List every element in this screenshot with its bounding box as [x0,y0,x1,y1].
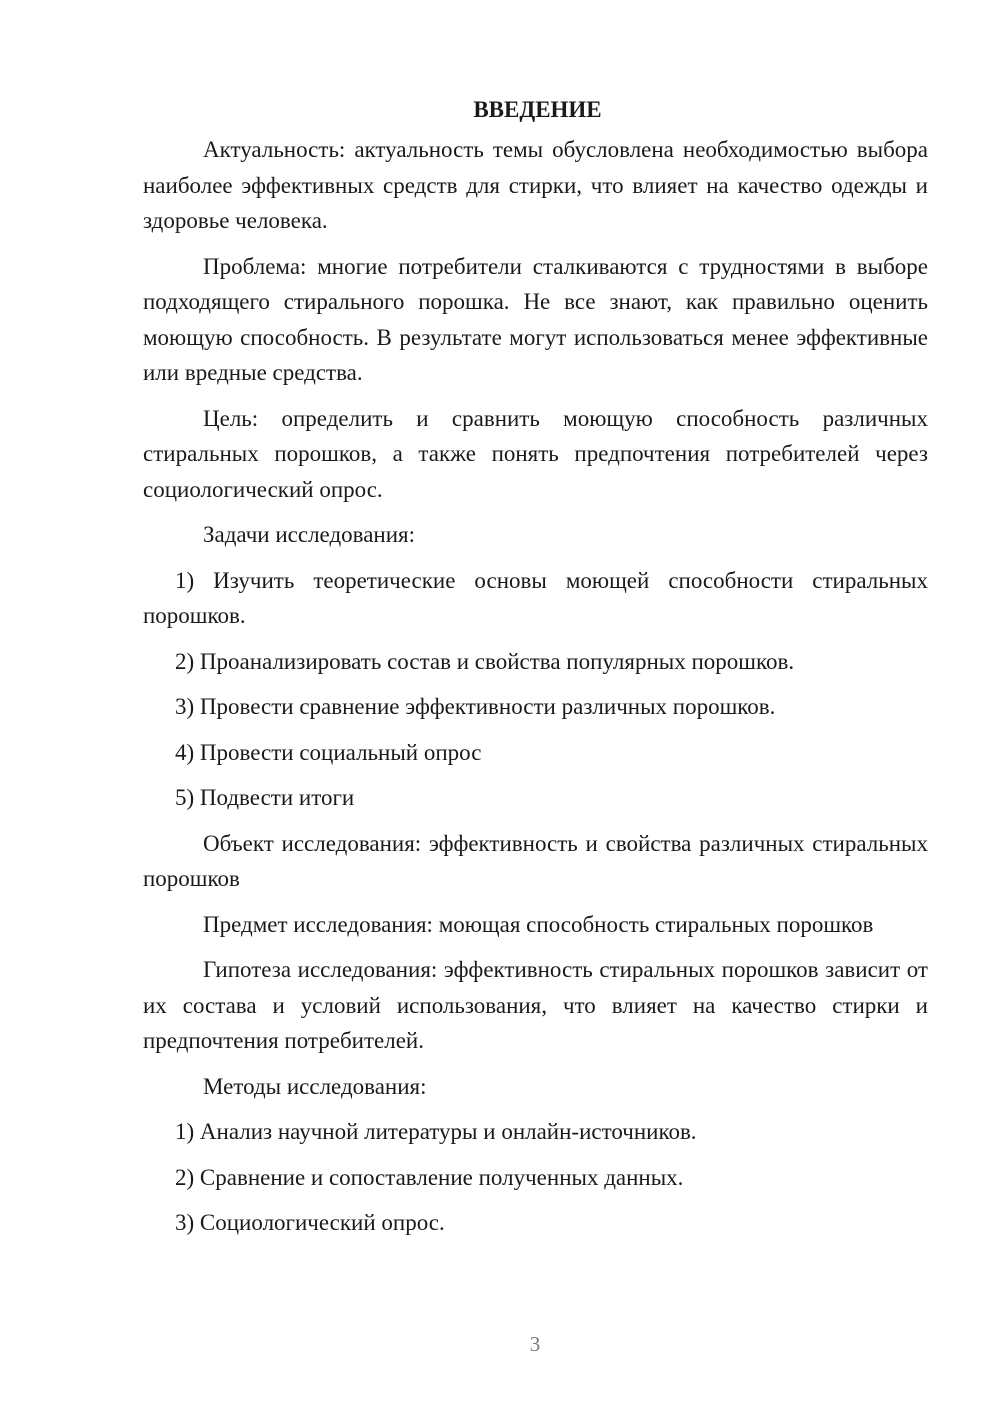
problem-paragraph: Проблема: многие потребители сталкиваются с трудностями в выборе подходящего стирального порошка. Не все знают, как правильно оценить моющую способность. В результате могут использоваться менее эффективные или вредные средства. [143,253,928,385]
hypothesis-paragraph: Гипотеза исследования: эффективность стиральных порошков зависит от их состава и условий использования, что влияет на качество стирки и предпочтения потребителей. [143,957,928,1053]
task-item: 2) Проанализировать состав и свойства популярных порошков. [175,648,795,674]
page-number: 3 [529,1332,541,1356]
goal-paragraph: Цель: определить и сравнить моющую способность различных стиральных порошков, а также понять предпочтения потребителей через социологический опрос. [143,405,928,502]
method-item: 2) Сравнение и сопоставление полученных данных. [175,1164,684,1190]
task-item: 4) Провести социальный опрос [175,739,482,765]
method-item: 3) Социологический опрос. [175,1210,445,1235]
task-item: 5) Подвести итоги [175,785,355,810]
page-title: ВВЕДЕНИЕ [473,97,602,122]
document-page [143,92,928,1251]
task-item: 1) Изучить теоретические основы моющей способности стиральных порошков. [143,567,928,628]
subject-paragraph: Предмет исследования: моющая способность стиральных порошков [203,911,874,937]
tasks-heading: Задачи исследования: [203,522,416,547]
methods-heading: Методы исследования: [203,1073,427,1099]
relevance-paragraph: Актуальность: актуальность темы обусловлена необходимостью выбора наиболее эффективных средств для стирки, что влияет на качество одежды и здоровье человека. [143,137,928,233]
method-item: 1) Анализ научной литературы и онлайн-источников. [175,1119,697,1144]
task-item: 3) Провести сравнение эффективности различных порошков. [175,694,776,719]
object-paragraph: Объект исследования: эффективность и свойства различных стиральных порошков [143,830,928,891]
